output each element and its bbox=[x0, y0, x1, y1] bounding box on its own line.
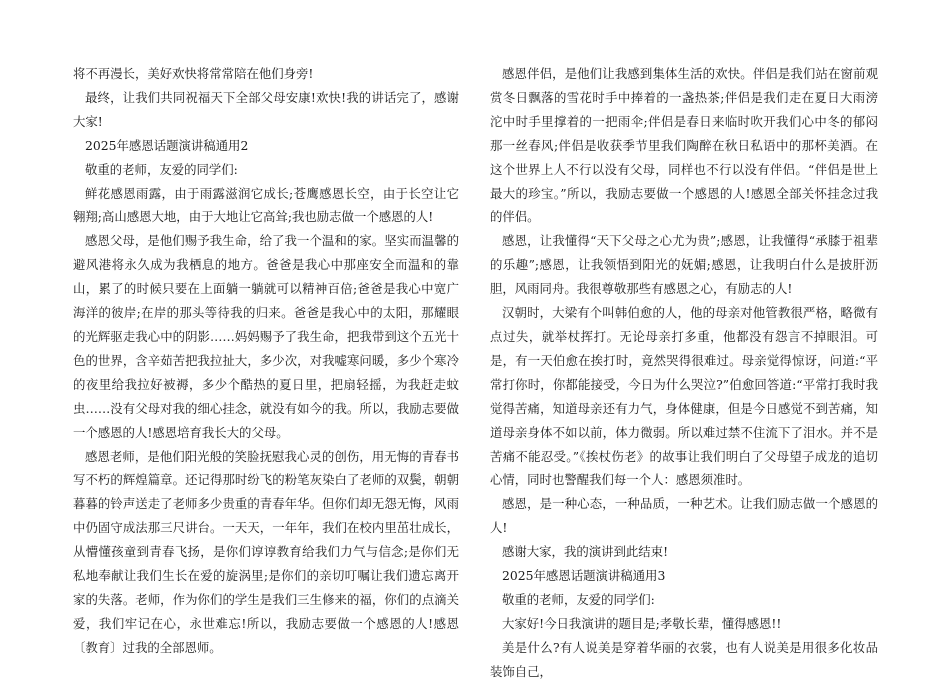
paragraph: 感恩父母，是他们赐予我生命，给了我一个温和的家。坚实而温馨的避风港将永久成为我栖息的地方。爸爸是我心中那座安全而温和的靠山，累了的时候只要在上面躺一躺就可以精神百倍;爸爸是我心中宽广海洋的彼岸;在岸的那头等待我的归来。爸爸是我心中的太阳，那耀眼的光辉驱走我心中的阴影……妈妈赐予了我生命，把我带到这个五光十色的世界，含辛茹苦把我拉扯大，多少次，对我嘘寒问暖，多少个寒冷的夜里给我拉好被褥，多少个酷热的夏日里，把扇轻摇，为我赶走蚊虫……没有父母对我的细心挂念，就没有如今的我。所以，我励志要做一个感恩的人!感恩培育我长大的父母。 bbox=[73, 233, 459, 440]
paragraph: 最终，让我们共同祝福天下全部父母安康!欢快!我的讲话完了，感谢大家! bbox=[73, 89, 459, 129]
paragraph: 感恩伴侣，是他们让我感到集体生活的欢快。伴侣是我们站在窗前观赏冬日飘落的雪花时手中捧着的一盏热茶;伴侣是我们走在夏日大雨滂沱中时手里撑着的一把雨伞;伴侣是春日来临时吹开我们心中冬的郁闷那一丝春风;伴侣是收获季节里我们陶醉在秋日私语中的那杯美酒。在这个世界上人不行以没有父母，同样也不行以没有伴侣。“伴侣是世上最大的珍宝。”所以，我励志要做一个感恩的人!感恩全部关怀挂念过我的伴侣。 bbox=[490, 66, 878, 225]
paragraph: 感恩，是一种心态，一种品质，一种艺术。让我们励志做一个感恩的人! bbox=[490, 496, 878, 536]
section-heading: 2025年感恩话题演讲稿通用2 bbox=[85, 137, 249, 153]
paragraph: 感谢大家，我的演讲到此结束! bbox=[502, 544, 669, 560]
salutation: 敬重的老师，友爱的同学们: bbox=[502, 591, 655, 607]
section-heading: 2025年感恩话题演讲稿通用3 bbox=[502, 568, 666, 584]
left-column bbox=[73, 62, 459, 660]
paragraph: 感恩老师，是他们阳光般的笑脸抚慰我心灵的创伤，用无悔的青春书写不朽的辉煌篇章。还记得那时纷飞的粉笔灰染白了老师的双鬓，朝朝暮暮的铃声送走了老师多少贵重的青春年华。但你们却无怨无悔，风雨中仍固守成法那三尺讲台。一天天，一年年，我们在校内里茁壮成长，从懵懂孩童到青春飞扬，是你们谆谆教育给我们力气与信念;是你们无私地奉献让我们生长在爱的旋涡里;是你们的亲切叮嘱让我们遗忘离开家的失落。老师，作为你们的学生是我们三生修来的福，你们的点滴关爱，我们牢记在心，永世难忘!所以，我励志要做一个感恩的人!感恩〔教育〕过我的全部恩师。 bbox=[73, 448, 459, 655]
salutation: 敬重的老师，友爱的同学们: bbox=[85, 161, 238, 177]
paragraph: 将不再漫长，美好欢快将常常陪在他们身旁! bbox=[73, 66, 314, 81]
paragraph: 汉朝时，大梁有个叫韩伯愈的人，他的母亲对他管教很严格，略微有点过失，就举杖挥打。无论母亲打多重，他都没有怨言不掉眼泪。可是，有一天伯愈在挨打时，竟然哭得很难过。母亲觉得惊讶，问道:“平常打你时，你都能接受，今日为什么哭泣?”伯愈回答道:“平常打我时我觉得苦痛，知道母亲还有力气，身体健康，但是今日感觉不到苦痛，知道母亲身体不如以前，体力微弱。所以难过禁不住流下了泪水。并不是苦痛不能忍受。”《挨杖伤老》的故事让我们明白了父母望子成龙的追切心情，同时也警醒我们每一个人：感恩须准时。 bbox=[490, 305, 878, 488]
paragraph: 鲜花感恩雨露，由于雨露滋润它成长;苍鹰感恩长空，由于长空让它翱翔;高山感恩大地，由于大地让它高耸;我也励志做一个感恩的人! bbox=[73, 185, 459, 225]
paragraph: 美是什么?有人说美是穿着华丽的衣裳，也有人说美是用很多化妆品装饰自己， bbox=[490, 639, 878, 679]
paragraph: 感恩，让我懂得“天下父母之心尤为贵”;感恩，让我懂得“承膝于祖辈的乐趣”;感恩，让我领悟到阳光的妩媚;感恩，让我明白什么是披肝沥胆，风雨同舟。我很尊敬那些有感恩之心，有励志的人! bbox=[490, 233, 878, 297]
right-column bbox=[490, 62, 878, 684]
paragraph: 大家好!今日我演讲的题目是;孝敬长辈，懂得感恩!! bbox=[502, 615, 782, 631]
